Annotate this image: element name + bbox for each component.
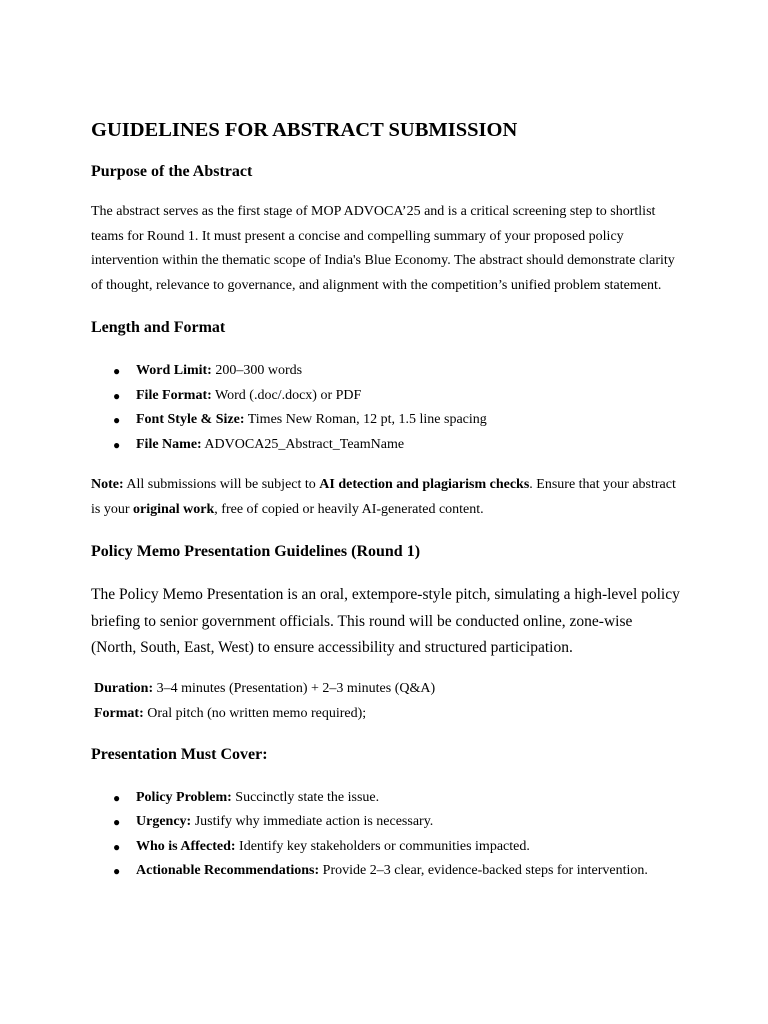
bullet-icon: ● (113, 864, 121, 878)
cover-heading: Presentation Must Cover: (91, 745, 268, 763)
list-item-text: 200–300 words (211, 363, 303, 378)
note-text-3: , free of copied or heavily AI-generated content. (214, 501, 484, 517)
list-item-label: File Format: (136, 387, 212, 403)
cover-list (91, 786, 681, 884)
memo-heading: Policy Memo Presentation Guidelines (Round 1) (91, 543, 421, 560)
list-item-text: ADVOCA25_Abstract_TeamName (201, 436, 405, 452)
list-item-label: Actionable Recommendations: (136, 863, 320, 878)
duration-label: Duration: (94, 680, 154, 696)
list-item-text: Identify key stakeholders or communities impacted. (235, 838, 530, 854)
list-item (91, 408, 681, 433)
list-item-text: Provide 2–3 clear, evidence-backed steps for intervention. (319, 863, 648, 878)
list-item-text: Times New Roman, 12 pt, 1.5 line spacing (244, 412, 487, 427)
list-item (91, 859, 681, 884)
bullet-icon: ● (113, 364, 121, 378)
duration-text: 3–4 minutes (Presentation) + 2–3 minutes (Q&A) (153, 680, 436, 696)
format-label: Format: (94, 705, 144, 721)
list-item-label: Policy Problem: (136, 789, 232, 805)
bullet-icon: ● (113, 413, 121, 427)
bullet-icon: ● (113, 388, 121, 403)
list-item (91, 786, 681, 811)
list-item-text: Justify why immediate action is necessary. (191, 814, 434, 829)
format-text: Oral pitch (no written memo required); (143, 705, 367, 721)
document-page (91, 118, 681, 884)
list-item (91, 433, 681, 458)
note-text-1: All submissions will be subject to (123, 477, 320, 492)
list-item-label: Urgency: (136, 814, 192, 829)
list-item (91, 359, 681, 384)
list-item-label: Who is Affected: (136, 838, 236, 854)
list-item-text: Word (.doc/.docx) or PDF (211, 387, 362, 403)
list-item-label: File Name: (136, 436, 202, 452)
format-heading: Length and Format (91, 319, 226, 336)
memo-paragraph: The Policy Memo Presentation is an oral, extempore-style pitch, simulating a high-level policy briefing to senior government officials. This round will be conducted online, zone-wise (North, South, East, West) to ensure accessibility and structured participation. (91, 586, 680, 656)
note-bold-1: AI detection and plagiarism checks (319, 477, 530, 492)
bullet-icon: ● (113, 815, 121, 829)
note-text-2: . Ensure that your abstract is your (91, 477, 676, 517)
note-paragraph (91, 473, 681, 522)
list-item (91, 835, 681, 860)
list-item (91, 384, 681, 409)
note-label: Note: (91, 477, 124, 492)
list-item (91, 810, 681, 835)
note-bold-2: original work (133, 501, 215, 517)
format-line (91, 701, 681, 726)
list-item-text: Succinctly state the issue. (231, 789, 380, 805)
bullet-icon: ● (113, 437, 121, 452)
list-item-label: Word Limit: (136, 363, 212, 378)
bullet-icon: ● (113, 790, 121, 805)
purpose-paragraph: The abstract serves as the first stage of MOP ADVOCA’25 and is a critical screening step to shortlist teams for Round 1. It must present a concise and compelling summary of your proposed policy intervention within the thematic scope of India's Blue Economy. The abstract should demonstrate clarity of thought, relevance to governance, and alignment with the competition’s unified problem statement. (91, 204, 675, 293)
document-title: GUIDELINES FOR ABSTRACT SUBMISSION (91, 119, 518, 141)
purpose-heading: Purpose of the Abstract (91, 163, 253, 180)
list-item-label: Font Style & Size: (136, 412, 245, 427)
bullet-icon: ● (113, 839, 121, 854)
duration-line (91, 676, 681, 701)
format-list (91, 359, 681, 457)
